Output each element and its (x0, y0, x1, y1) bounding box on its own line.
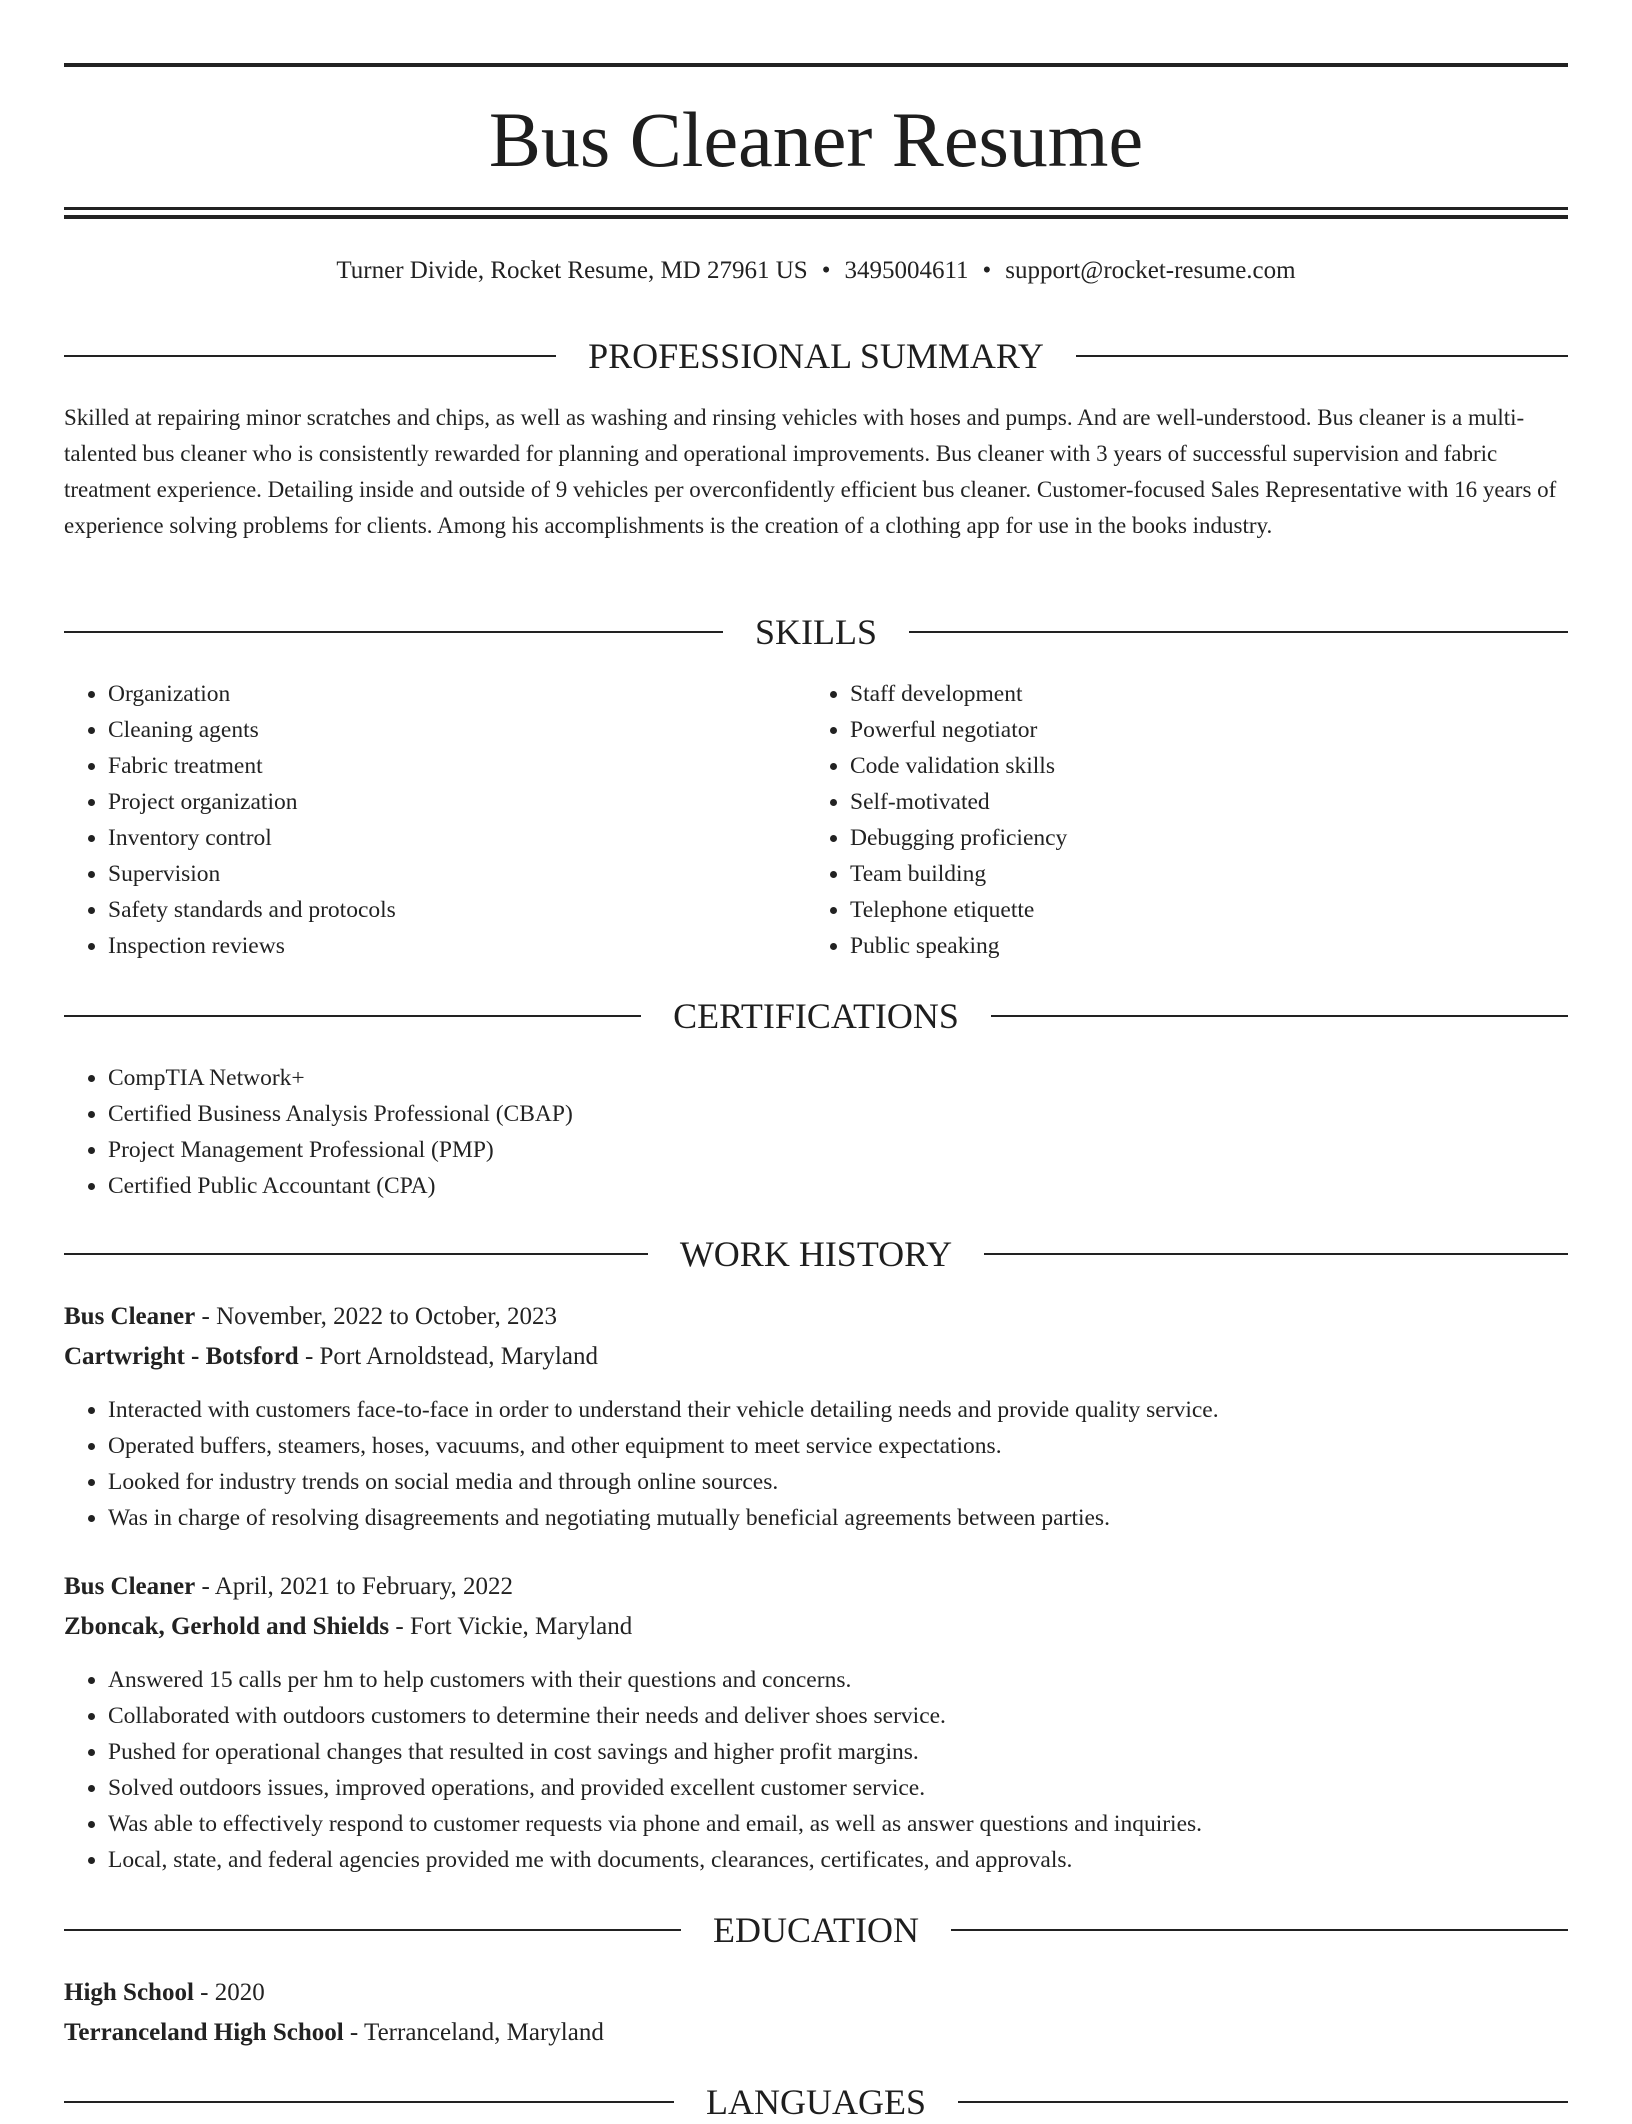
section-header-education (64, 1908, 1568, 1952)
section-rule (984, 1253, 1568, 1255)
section-title: PROFESSIONAL SUMMARY (588, 336, 1044, 376)
list-item: • Self-motivated (850, 784, 1550, 820)
list-item: • Project Management Professional (PMP) (108, 1132, 1568, 1168)
list-item: • Inventory control (108, 820, 808, 856)
job-location: - Port Arnoldstead, Maryland (298, 1343, 598, 1370)
list-item: • Cleaning agents (108, 712, 808, 748)
job-1-duties (64, 1392, 1568, 1536)
list-item: • Organization (108, 676, 808, 712)
title-rule-upper (64, 207, 1568, 210)
job-2-duties (64, 1662, 1568, 1878)
section-title: SKILLS (755, 612, 878, 652)
summary-text: Skilled at repairing minor scratches and chips, as well as washing and rinsing vehicles with hoses and pumps. And are well-understood. Bus cleaner is a multi-talented bus cleaner who is consistently rewarded for planning and operational improvements. Bus cleaner with 3 years of successful supervision and fabric treatment experience. Detailing inside and outside of 9 vehicles per overconfidently efficient bus cleaner. Customer-focused Sales Representative with 16 years of experience solving problems for clients. Among his accomplishments is the creation of a clothing app for use in the books industry. (64, 405, 1557, 538)
list-item: • Answered 15 calls per hm to help customers with their questions and concerns. (108, 1662, 1568, 1698)
section-rule (64, 1929, 681, 1931)
job-1-title-line (64, 1300, 557, 1334)
list-item: • Pushed for operational changes that resulted in cost savings and higher profit margins. (108, 1734, 1568, 1770)
job-title: Bus Cleaner (64, 1573, 196, 1600)
contact-line (64, 254, 1568, 288)
list-item: • Team building (850, 856, 1550, 892)
list-item: • Interacted with customers face-to-face in order to understand their vehicle detailing needs and provide quality service. (108, 1392, 1568, 1428)
section-header-certifications (64, 994, 1568, 1038)
list-item: • Code validation skills (850, 748, 1550, 784)
education-year: - 2020 (193, 1979, 265, 2006)
job-company: Cartwright - Botsford (64, 1343, 299, 1370)
section-rule (64, 631, 723, 633)
list-item: • Safety standards and protocols (108, 892, 808, 928)
contact-address: Turner Divide, Rocket Resume, MD 27961 US (336, 257, 808, 284)
list-item: • Debugging proficiency (850, 820, 1550, 856)
section-rule (64, 2101, 674, 2103)
list-item: • Solved outdoors issues, improved operations, and provided excellent customer service. (108, 1770, 1568, 1806)
education-degree-line (64, 1976, 265, 2010)
resume-title: Bus Cleaner Resume (488, 96, 1144, 183)
job-location: - Fort Vickie, Maryland (389, 1613, 633, 1640)
education-location: - Terranceland, Maryland (343, 2019, 604, 2046)
section-rule (991, 1015, 1568, 1017)
list-item: • Staff development (850, 676, 1550, 712)
education-school: Terranceland High School (64, 2019, 344, 2046)
contact-separator: • (982, 257, 992, 284)
section-header-summary (64, 334, 1568, 378)
section-rule (64, 1253, 648, 1255)
education-degree: High School (64, 1979, 194, 2006)
job-1-company-line (64, 1340, 598, 1374)
job-dates: - November, 2022 to October, 2023 (195, 1303, 558, 1330)
list-item: • Telephone etiquette (850, 892, 1550, 928)
certifications-list (64, 1060, 1568, 1204)
list-item: • Public speaking (850, 928, 1550, 964)
section-title: WORK HISTORY (679, 1234, 953, 1274)
title-rule-lower (64, 215, 1568, 219)
list-item: • CompTIA Network+ (108, 1060, 1568, 1096)
job-dates: - April, 2021 to February, 2022 (195, 1573, 514, 1600)
list-item: • Was in charge of resolving disagreements and negotiating mutually beneficial agreements between parties. (108, 1500, 1568, 1536)
section-rule (1076, 355, 1568, 357)
job-2-company-line (64, 1610, 632, 1644)
list-item: • Collaborated with outdoors customers to determine their needs and deliver shoes service. (108, 1698, 1568, 1734)
section-title: LANGUAGES (706, 2082, 926, 2122)
list-item: • Certified Public Accountant (CPA) (108, 1168, 1568, 1204)
list-item: • Certified Business Analysis Professional (CBAP) (108, 1096, 1568, 1132)
top-rule (64, 63, 1568, 67)
skills-list-left (64, 676, 808, 964)
section-rule (958, 2101, 1568, 2103)
job-company: Zboncak, Gerhold and Shields (64, 1613, 390, 1640)
list-item: • Powerful negotiator (850, 712, 1550, 748)
list-item: • Inspection reviews (108, 928, 808, 964)
section-rule (951, 1929, 1568, 1931)
section-rule (909, 631, 1568, 633)
list-item: • Supervision (108, 856, 808, 892)
skills-list-right (806, 676, 1550, 964)
list-item: • Operated buffers, steamers, hoses, vacuums, and other equipment to meet service expectations. (108, 1428, 1568, 1464)
list-item: • Was able to effectively respond to customer requests via phone and email, as well as answer questions and inquiries. (108, 1806, 1568, 1842)
contact-phone: 3495004611 (844, 257, 969, 284)
section-header-work-history (64, 1232, 1568, 1276)
section-header-languages (64, 2080, 1568, 2124)
list-item: • Local, state, and federal agencies provided me with documents, clearances, certificates, and approvals. (108, 1842, 1568, 1878)
section-title: EDUCATION (713, 1910, 919, 1950)
section-header-skills (64, 610, 1568, 654)
section-title: CERTIFICATIONS (673, 996, 959, 1036)
section-rule (64, 355, 556, 357)
section-rule (64, 1015, 641, 1017)
job-title: Bus Cleaner (64, 1303, 196, 1330)
contact-email: support@rocket-resume.com (1005, 257, 1296, 284)
job-2-title-line (64, 1570, 513, 1604)
list-item: • Fabric treatment (108, 748, 808, 784)
list-item: • Project organization (108, 784, 808, 820)
education-school-line (64, 2016, 604, 2050)
list-item: • Looked for industry trends on social media and through online sources. (108, 1464, 1568, 1500)
contact-separator: • (821, 257, 831, 284)
